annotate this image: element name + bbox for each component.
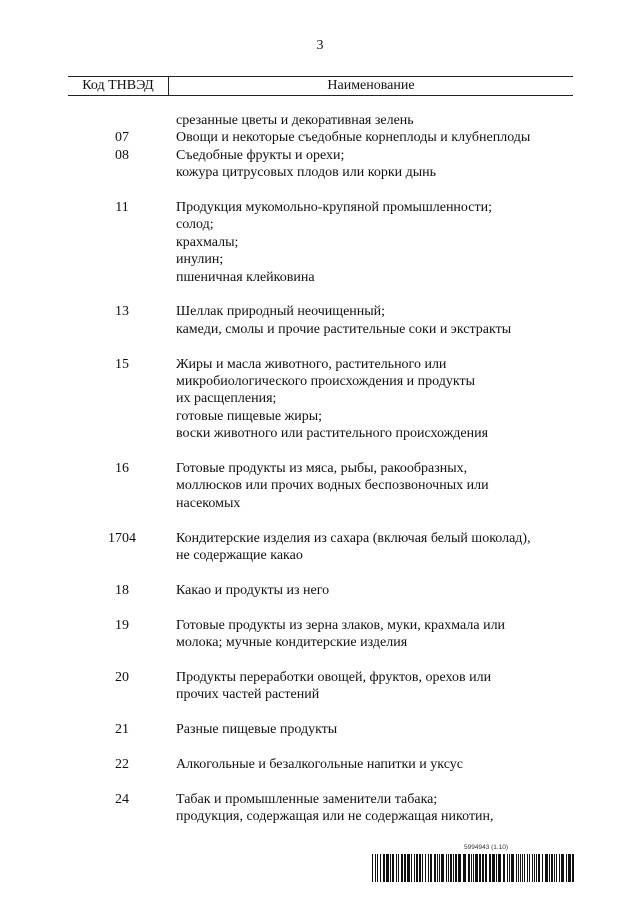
barcode-bar [496, 854, 497, 882]
barcode-bar [511, 854, 514, 882]
barcode-bar [383, 854, 385, 882]
row-name-line: солод; [176, 217, 214, 233]
barcode-bar [416, 854, 418, 882]
barcode-bar [422, 854, 423, 882]
row-name-line: Готовые продукты из мяса, рыбы, ракообразных, [176, 461, 468, 477]
barcode-bar [538, 854, 540, 882]
table-row [68, 721, 573, 738]
barcode-bar [559, 854, 560, 882]
row-name-line: насекомых [176, 495, 241, 511]
barcode-bar [545, 854, 548, 882]
row-spacer [68, 512, 573, 529]
barcode-bar [450, 854, 452, 882]
barcode-bar [392, 854, 394, 882]
barcode-bar [542, 854, 543, 882]
row-name-line: кожура цитрусовых плодов или корки дынь [176, 165, 437, 181]
table-row [68, 617, 573, 652]
row-spacer [68, 564, 573, 581]
row-spacer [68, 286, 573, 303]
table-row [68, 582, 573, 599]
barcode-bar [414, 854, 415, 882]
row-name-line: их расщепления; [176, 391, 277, 407]
row-code: 1704 [108, 530, 136, 546]
row-code: 13 [115, 304, 129, 320]
row-name [176, 303, 573, 338]
barcode [372, 844, 574, 884]
row-name-line: Продукция мукомольно-крупяной промышленности; [176, 200, 492, 216]
barcode-bar [377, 854, 378, 882]
barcode-bar [536, 854, 537, 882]
row-name [176, 129, 573, 146]
barcode-bar [529, 854, 530, 882]
table-row [68, 129, 573, 146]
barcode-bar [498, 854, 501, 882]
barcode-bar [522, 854, 523, 882]
header-name-column: Наименование [327, 78, 415, 93]
barcode-bar [437, 854, 438, 882]
row-code: 11 [115, 200, 129, 216]
row-name-line: инулин; [176, 252, 224, 268]
page-number: 3 [316, 38, 324, 53]
row-name [176, 356, 573, 443]
barcode-bar [492, 854, 495, 882]
barcode-bar [458, 854, 461, 882]
barcode-bar [398, 854, 399, 882]
barcode-bar [375, 854, 376, 882]
row-name-line: Готовые продукты из зерна злаков, муки, крахмала или [176, 617, 506, 633]
barcode-bar [372, 854, 373, 882]
row-name-line: Продукты переработки овощей, фруктов, орехов или [176, 669, 492, 685]
barcode-bar [380, 854, 381, 882]
barcode-bar [455, 854, 457, 882]
row-code: 18 [115, 582, 129, 598]
row-name-line: Шеллак природный неочищенный; [176, 304, 386, 320]
barcode-bar [463, 854, 466, 882]
row-spacer [68, 443, 573, 460]
row-code: 08 [115, 147, 129, 163]
table-row [68, 147, 573, 182]
table-row [68, 356, 573, 443]
barcode-bar [411, 854, 412, 882]
row-name [176, 147, 573, 182]
barcode-bar [551, 854, 553, 882]
row-name [176, 791, 573, 826]
row-spacer [68, 338, 573, 355]
row-name-line: Какао и продукты из него [176, 582, 330, 598]
row-spacer [68, 599, 573, 616]
table-row [68, 669, 573, 704]
row-code: 22 [115, 756, 129, 772]
row-spacer [68, 704, 573, 721]
barcode-bar [572, 854, 574, 882]
barcode-bar [401, 854, 403, 882]
barcode-bar [446, 854, 447, 882]
header-code-column: Код ТНВЭД [82, 78, 154, 93]
row-name [176, 530, 573, 565]
row-name-line: не содержащие какао [176, 548, 303, 564]
barcode-bar [509, 854, 510, 882]
barcode-bar [520, 854, 521, 882]
barcode-bar [518, 854, 519, 882]
row-code: 24 [115, 791, 129, 807]
barcode-bar [524, 854, 525, 882]
row-name-line: микробиологического происхождения и продукты [176, 374, 476, 390]
row-name-line: Кондитерские изделия из сахара (включая белый шоколад), [176, 530, 531, 546]
table-row [68, 199, 573, 286]
row-name [176, 112, 573, 129]
row-code: 20 [115, 669, 129, 685]
barcode-bar [534, 854, 535, 882]
table-row [68, 791, 573, 826]
barcode-bar [556, 854, 557, 882]
row-name-line: крахмалы; [176, 234, 239, 250]
barcode-bar [489, 854, 491, 882]
barcode-bar [568, 854, 571, 882]
barcode-bar [479, 854, 481, 882]
table-body [68, 112, 573, 825]
row-code: 15 [115, 356, 129, 372]
barcode-bar [554, 854, 555, 882]
barcode-bar [527, 854, 528, 882]
barcode-bar [430, 854, 432, 882]
row-spacer [68, 738, 573, 755]
row-name [176, 669, 573, 704]
table-row [68, 756, 573, 773]
barcode-icon [372, 854, 574, 882]
row-code: 19 [115, 617, 129, 633]
barcode-bar [407, 854, 410, 882]
row-name-line: камеди, смолы и прочие растительные соки и экстракты [176, 321, 512, 337]
barcode-bar [468, 854, 470, 882]
row-name-line: Табак и промышленные заменители табака; [176, 791, 438, 807]
barcode-bar [434, 854, 436, 882]
barcode-bar [507, 854, 508, 882]
row-name-line: пшеничная клейковина [176, 269, 315, 285]
table-row [68, 460, 573, 512]
row-name-line: продукция, содержащая или не содержащая никотин, [176, 809, 494, 825]
row-name-line: молока; мучные кондитерские изделия [176, 635, 408, 651]
row-name [176, 460, 573, 512]
row-name-line: Жиры и масла животного, растительного или [176, 356, 447, 372]
barcode-bar [390, 854, 391, 882]
row-name-line: воски животного или растительного происхождения [176, 426, 489, 442]
barcode-bar [549, 854, 550, 882]
barcode-bar [425, 854, 426, 882]
row-spacer [68, 773, 573, 790]
barcode-bar [419, 854, 421, 882]
barcode-bar [428, 854, 429, 882]
row-code: 07 [115, 130, 129, 146]
barcode-bar [516, 854, 517, 882]
barcode-bar [475, 854, 478, 882]
barcode-bar [448, 854, 449, 882]
row-spacer [68, 651, 573, 668]
row-name-line: Овощи и некоторые съедобные корнеплоды и клубнеплоды [176, 130, 531, 146]
barcode-bar [561, 854, 564, 882]
barcode-bar [441, 854, 444, 882]
table-header [68, 76, 573, 96]
row-code: 16 [115, 461, 129, 477]
barcode-bar [566, 854, 567, 882]
row-name [176, 721, 573, 738]
barcode-bar [473, 854, 474, 882]
row-spacer [68, 182, 573, 199]
row-name [176, 756, 573, 773]
row-name [176, 617, 573, 652]
row-name [176, 199, 573, 286]
barcode-bar [485, 854, 487, 882]
row-name-line: Алкогольные и безалкогольные напитки и уксус [176, 756, 463, 772]
row-name-line: моллюсков или прочих водных беспозвоночных или [176, 478, 489, 494]
barcode-bar [453, 854, 454, 882]
table-row [68, 303, 573, 338]
barcode-bar [503, 854, 505, 882]
barcode-number: 5994943 (1.10) [464, 844, 509, 851]
row-name-line: прочих частей растений [176, 687, 320, 703]
barcode-bar [482, 854, 484, 882]
barcode-bar [532, 854, 533, 882]
row-name-line: Разные пищевые продукты [176, 722, 338, 738]
barcode-bar [404, 854, 406, 882]
row-name-line: Съедобные фрукты и орехи; [176, 147, 345, 163]
barcode-bar [471, 854, 472, 882]
table-row [68, 530, 573, 565]
barcode-bar [386, 854, 389, 882]
barcode-bar [439, 854, 440, 882]
row-name-line: готовые пищевые жиры; [176, 408, 323, 424]
barcode-bar [396, 854, 397, 882]
row-name [176, 582, 573, 599]
row-code: 21 [115, 722, 129, 738]
table-row [68, 112, 573, 129]
row-name-line: срезанные цветы и декоративная зелень [176, 113, 414, 128]
